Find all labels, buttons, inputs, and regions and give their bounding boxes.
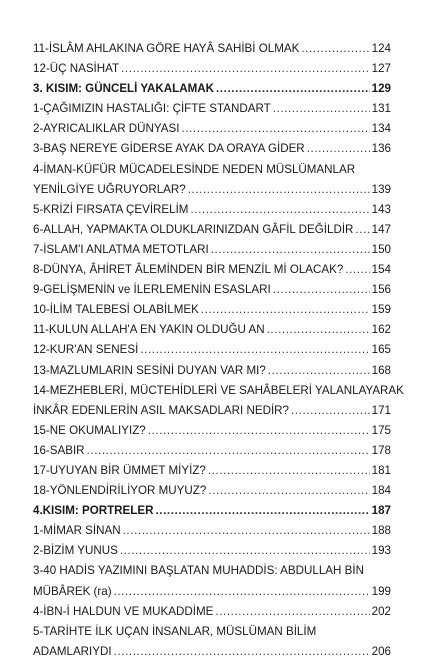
toc-entry-row (33, 240, 391, 260)
toc-page-number: 129 (371, 82, 391, 96)
toc-entry-title: 18-YÖNLENDİRİLİYOR MUYUZ? (33, 484, 207, 498)
toc-entry (33, 160, 391, 200)
toc-entry (33, 320, 391, 340)
toc-entry (33, 59, 391, 79)
dot-leader (273, 99, 370, 119)
toc-entry-title: 6-ALLAH, YAPMAKTA OLDUKLARINIZDAN GÂFİL DEĞİLDİR (33, 222, 354, 236)
toc-entry-title: 5-KRİZİ FIRSATA ÇEVİRELİM (33, 202, 189, 216)
toc-entry-title: 4-İBN-İ HALDUN VE MUKADDİME (33, 604, 214, 618)
toc-entry (33, 139, 391, 159)
toc-page-number: 147 (371, 222, 391, 236)
toc-page-number: 178 (371, 443, 391, 457)
toc-section-heading (33, 79, 391, 99)
table-of-contents (33, 39, 404, 662)
toc-page-number: 162 (371, 323, 391, 337)
dot-leader (215, 602, 369, 622)
toc-entry-row (33, 300, 391, 320)
toc-entry-title: YENİLGİYE UĞRUYORLAR? (33, 182, 186, 196)
dot-leader (208, 461, 370, 481)
toc-entry-title: İNKÂR EDENLERİN ASIL MAKSADLARI NEDİR? (33, 403, 289, 417)
dot-leader (267, 320, 370, 340)
toc-entry-title: 11-KULUN ALLAH'A EN YAKIN OLDUĞU AN (33, 323, 265, 337)
toc-entry-title: 2-AYRICALIKLAR DÜNYASI (33, 122, 180, 136)
dot-leader (114, 642, 370, 662)
toc-page-number: 131 (371, 102, 391, 116)
toc-entry-row (33, 602, 391, 622)
dot-leader (211, 240, 370, 260)
toc-entry-title: 11-İSLÂM AHLAKINA GÖRE HAYÂ SAHİBİ OLMAK (33, 42, 300, 55)
toc-entry-row (33, 541, 391, 561)
toc-entry-title: 15-NE OKUMALIYIZ? (33, 423, 146, 437)
dot-leader (140, 340, 369, 360)
dot-leader (355, 220, 369, 240)
toc-page-number: 202 (371, 604, 391, 618)
toc-page-number: 181 (371, 463, 391, 477)
toc-entry (33, 340, 391, 360)
toc-entry (33, 200, 391, 220)
dot-leader (216, 79, 370, 99)
toc-page-number: 193 (371, 544, 391, 558)
toc-page-number: 165 (371, 343, 391, 357)
toc-entry-title: 1-MİMAR SİNAN (33, 524, 121, 538)
toc-section-heading (33, 501, 391, 521)
toc-page-number: 139 (371, 182, 391, 196)
toc-entry-title: 4.KISIM: PORTRELER (33, 504, 154, 518)
toc-entry-row (33, 461, 391, 481)
toc-entry-row (33, 220, 391, 240)
toc-page-number: 187 (371, 504, 391, 518)
toc-page-number: 136 (371, 142, 391, 156)
toc-entry (33, 461, 391, 481)
toc-entry-row (33, 99, 391, 119)
toc-page-number: 199 (371, 584, 391, 598)
toc-entry-title: ADAMLARIYDI (33, 644, 112, 658)
toc-page-number: 188 (371, 524, 391, 538)
toc-entry (33, 381, 404, 421)
toc-entry (33, 481, 391, 501)
toc-entry-row (33, 521, 391, 541)
toc-entry-row (33, 200, 391, 220)
dot-leader (148, 421, 370, 441)
dot-leader (155, 501, 369, 521)
toc-entry (33, 280, 391, 300)
toc-entry (33, 561, 391, 601)
toc-entry (33, 421, 391, 441)
toc-entry-title: 10-İLİM TALEBESİ OLABİLMEK (33, 303, 199, 317)
toc-entry-title: 13-MAZLUMLARIN SESİNİ DUYAN VAR MI? (33, 363, 266, 377)
toc-entry (33, 521, 391, 541)
dot-leader (201, 300, 370, 320)
toc-entry-row (33, 59, 391, 79)
toc-entry (33, 541, 391, 561)
toc-entry-title: 2-BİZİM YUNUS (33, 544, 118, 558)
toc-page-number: 159 (371, 303, 391, 317)
toc-entry-row (33, 421, 391, 441)
dot-leader (307, 139, 370, 159)
dot-leader (123, 521, 370, 541)
dot-leader (291, 401, 370, 421)
toc-page-number: 127 (371, 62, 391, 76)
dot-leader (208, 481, 369, 501)
toc-entry-row (33, 361, 391, 381)
toc-entry-title: 9-GELİŞMENİN ve İLERLEMENİN ESASLARI (33, 283, 271, 297)
dot-leader (87, 441, 370, 461)
toc-entry (33, 220, 391, 240)
toc-entry-row (33, 320, 391, 340)
toc-entry-row (33, 280, 391, 300)
toc-entry-title-line: 4-İMAN-KÜFÜR MÜCADELESİNDE NEDEN MÜSLÜMANLAR (33, 162, 356, 176)
toc-entry-title: 16-SABIR (33, 443, 85, 457)
toc-entry-title-line: 5-TARİHTE İLK UÇAN İNSANLAR, MÜSLÜMAN BİLİM (33, 624, 317, 638)
toc-entry (33, 441, 391, 461)
toc-page-number: 175 (371, 423, 391, 437)
toc-entry-row (33, 340, 391, 360)
dot-leader (120, 541, 370, 561)
toc-entry-row (33, 260, 391, 280)
toc-entry (33, 300, 391, 320)
toc-entry (33, 39, 391, 59)
toc-entry-row (33, 481, 391, 501)
toc-entry-title: 12-ÜÇ NASİHAT (33, 62, 120, 76)
toc-entry-title: MÜBÂREK (ra) (33, 584, 112, 598)
toc-page-number: 143 (371, 202, 391, 216)
toc-page-number: 124 (371, 42, 391, 55)
dot-leader (114, 582, 370, 602)
toc-entry (33, 240, 391, 260)
toc-entry-row (33, 180, 391, 200)
dot-leader (268, 361, 370, 381)
toc-page-number: 134 (371, 122, 391, 136)
dot-leader (121, 59, 370, 79)
toc-entry-row (33, 642, 391, 662)
toc-entry-row (33, 39, 391, 59)
dot-leader (301, 39, 369, 59)
toc-entry (33, 361, 391, 381)
toc-entry (33, 622, 391, 662)
dot-leader (273, 280, 370, 300)
dot-leader (188, 180, 370, 200)
toc-entry-title: 12-KUR'AN SENESİ (33, 343, 139, 357)
toc-page-number: 154 (371, 263, 391, 277)
toc-entry (33, 99, 391, 119)
toc-entry-title: 3. KISIM: GÜNCELİ YAKALAMAK (33, 82, 215, 96)
toc-entry-title: 17-UYUYAN BİR ÜMMET MİYİZ? (33, 463, 206, 477)
toc-entry-row (33, 401, 391, 421)
toc-page-number: 171 (371, 403, 391, 417)
toc-entry (33, 501, 391, 521)
toc-entry-title: 3-BAŞ NEREYE GİDERSE AYAK DA ORAYA GİDER (33, 142, 305, 156)
toc-entry (33, 119, 391, 139)
toc-page-number: 168 (371, 363, 391, 377)
toc-entry-title-line: 3-40 HADİS YAZIMINI BAŞLATAN MUHADDİS: ABDULLAH BİN (33, 564, 364, 578)
toc-page-number: 156 (371, 283, 391, 297)
toc-entry-title: 8-DÜNYA, ÂHİRET ÂLEMİNDEN BİR MENZİL Mİ OLACAK? (33, 263, 344, 277)
toc-entry (33, 260, 391, 280)
toc-entry-title: 7-İSLAM'I ANLATMA METOTLARI (33, 242, 209, 256)
toc-entry-row (33, 119, 391, 139)
toc-entry-row (33, 139, 391, 159)
toc-entry-row (33, 582, 391, 602)
dot-leader (190, 200, 369, 220)
toc-entry-title-line: 14-MEZHEBLERİ, MÜCTEHİDLERİ VE SAHÂBELERİ YALANLAYARAK (33, 383, 404, 397)
toc-page-number: 184 (371, 484, 391, 498)
dot-leader (181, 119, 369, 139)
toc-entry (33, 79, 391, 99)
toc-entry-row (33, 441, 391, 461)
dot-leader (345, 260, 369, 280)
toc-page-number: 150 (371, 242, 391, 256)
toc-entry (33, 602, 391, 622)
toc-page-number: 206 (371, 644, 391, 658)
toc-entry-title: 1-ÇAĞIMIZIN HASTALIĞI: ÇİFTE STANDART (33, 102, 271, 116)
